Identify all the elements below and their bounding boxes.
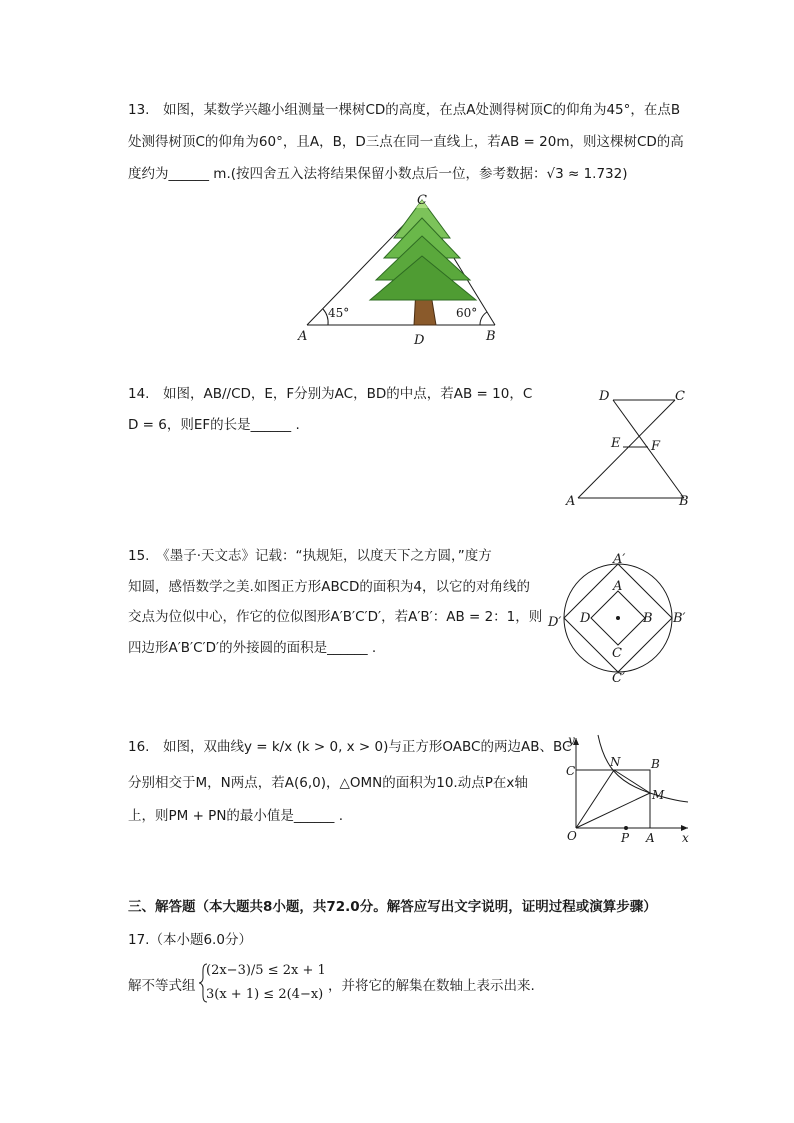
q15-label-d: D	[580, 611, 591, 626]
q16-label-a: A	[646, 831, 655, 845]
q15-line1: 15. 《墨子·天文志》记载：“执规矩，以度天下之方圆，”度方	[128, 548, 492, 564]
q15-figure	[540, 545, 700, 690]
q15-line3: 交点为位似中心，作它的位似图形A′B′C′D′，若A′B′：AB = 2：1，则	[128, 609, 543, 625]
q15-label-d-prime: D′	[548, 615, 562, 630]
q14-label-d: D	[599, 389, 610, 404]
q13-line3: 度约为______ m.(按四舍五入法将结果保留小数点后一位，参考数据：√3 ≈ 1.732)	[128, 166, 628, 182]
q14-line2: D = 6，则EF的长是______ .	[128, 417, 300, 433]
q15-label-b-prime: B′	[673, 611, 686, 626]
q14-label-a: A	[566, 494, 576, 509]
q16-label-c: C	[566, 764, 576, 778]
q13-label-c: C	[417, 193, 427, 208]
section-3-heading: 三、解答题（本大题共8小题，共72.0分。解答应写出文字说明，证明过程或演算步骤）	[128, 899, 657, 915]
q17-prefix: 解不等式组	[128, 978, 196, 994]
q15-line2: 知圆，感悟数学之美.如图正方形ABCD的面积为4，以它的对角线的	[128, 579, 530, 595]
q15-label-c-prime: C′	[612, 671, 625, 686]
q16-label-m: M	[652, 788, 665, 802]
q13-angle-a: 45°	[328, 306, 350, 320]
q16-label-o: O	[567, 829, 577, 843]
q17-suffix: ，并将它的解集在数轴上表示出来.	[328, 978, 535, 994]
q14-label-f: F	[651, 439, 661, 454]
q13-line2: 处测得树顶C的仰角为60°，且A，B，D三点在同一直线上，若AB = 20m，则这棵树CD的高	[128, 134, 684, 150]
q16-label-x: x	[682, 831, 689, 845]
q16-line1: 16. 如图，双曲线y = k/x (k > 0, x > 0)与正方形OABC的两边AB、BC	[128, 739, 572, 755]
q17-header: 17.（本小题6.0分）	[128, 932, 252, 948]
q15-label-b: B	[643, 611, 653, 626]
q15-line4: 四边形A′B′C′D′的外接圆的面积是______ .	[128, 640, 377, 656]
q15-label-c: C	[612, 646, 622, 661]
q13-angle-b: 60°	[456, 306, 478, 320]
q13-line1: 13. 如图，某数学兴趣小组测量一棵树CD的高度，在点A处测得树顶C的仰角为45°，在点B	[128, 102, 681, 118]
q13-label-d: D	[414, 333, 425, 348]
q16-label-n: N	[610, 755, 621, 769]
q13-label-b: B	[486, 329, 496, 344]
q16-figure	[560, 730, 700, 845]
q15-label-a: A	[613, 579, 623, 594]
q14-label-c: C	[675, 389, 685, 404]
q17-inequality-1: (2x−3)/5 ≤ 2x + 1	[206, 963, 326, 978]
q14-label-b: B	[679, 494, 689, 509]
q16-label-y: y	[568, 733, 575, 747]
q16-label-p: P	[621, 831, 630, 845]
q13-label-a: A	[298, 329, 308, 344]
q14-figure	[560, 383, 700, 513]
q16-label-b: B	[651, 757, 660, 771]
q17-inequality-2: 3(x + 1) ≤ 2(4−x)	[206, 987, 324, 1002]
q14-line1: 14. 如图，AB//CD，E，F分别为AC，BD的中点，若AB = 10，C	[128, 386, 533, 402]
q16-line2: 分别相交于M，N两点，若A(6,0)，△OMN的面积为10.动点P在x轴	[128, 775, 528, 791]
q13-tree-figure	[290, 188, 510, 348]
q15-label-a-prime: A′	[613, 552, 626, 567]
q16-line3: 上，则PM + PN的最小值是______ .	[128, 808, 344, 824]
q14-label-e: E	[611, 436, 621, 451]
